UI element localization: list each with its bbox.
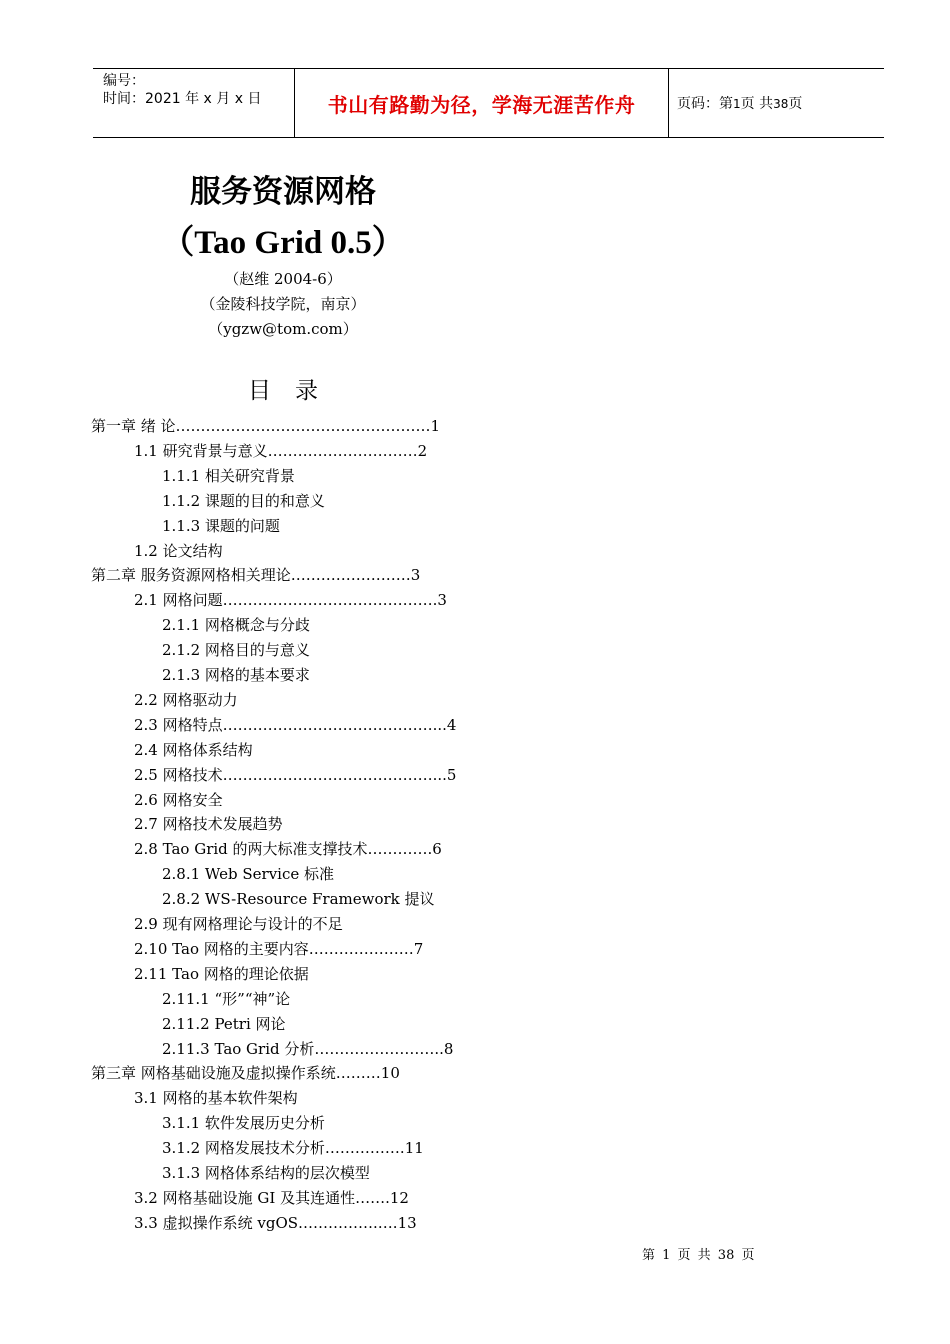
toc-entry[interactable]: 2.7 网格技术发展趋势 xyxy=(134,815,283,834)
toc-entry[interactable]: 1.1.2 课题的目的和意义 xyxy=(162,491,325,510)
document-time: 时间：2021 年 x 月 x 日 xyxy=(103,91,262,107)
toc-entry[interactable]: 2.8 Tao Grid 的两大标准支撑技术………….6 xyxy=(134,840,442,859)
page-footer: 第 1 页 共 38 页 xyxy=(642,1248,755,1263)
toc-entry[interactable]: 1.1.1 相关研究背景 xyxy=(162,466,295,485)
toc-entry[interactable]: 2.11.2 Petri 网论 xyxy=(162,1014,286,1033)
header-page-cell xyxy=(668,69,884,137)
toc-entry[interactable]: 2.11.1 “形”“神”论 xyxy=(162,989,291,1008)
affiliation-line: （金陵科技学院，南京） xyxy=(200,295,366,313)
toc-entry[interactable]: 3.1.1 软件发展历史分析 xyxy=(162,1114,325,1133)
document-subtitle: （Tao Grid 0.5） xyxy=(161,225,405,261)
toc-entry[interactable]: 3.1.2 网格发展技术分析…………….11 xyxy=(162,1139,424,1158)
toc-entry[interactable]: 2.2 网格驱动力 xyxy=(134,690,238,709)
email-line: （ygzw@tom.com） xyxy=(208,320,358,338)
toc-entry[interactable]: 2.1.2 网格目的与意义 xyxy=(162,641,310,660)
document-header xyxy=(93,68,884,138)
toc-entry[interactable]: 3.2 网格基础设施 GI 及其连通性…….12 xyxy=(134,1188,409,1207)
toc-entry[interactable]: 2.9 现有网格理论与设计的不足 xyxy=(134,915,343,933)
toc-entry[interactable]: 2.3 网格特点……………………………………...4 xyxy=(134,715,457,734)
toc-entry[interactable]: 2.6 网格安全 xyxy=(134,790,223,809)
toc-entry[interactable]: 第三章 网格基础设施及虚拟操作系统………10 xyxy=(91,1064,400,1083)
toc-entry[interactable]: 3.1.3 网格体系结构的层次模型 xyxy=(162,1164,370,1182)
toc-entry[interactable]: 2.10 Tao 网格的主要内容…………………7 xyxy=(134,939,424,958)
toc-entry[interactable]: 2.1 网格问题…………………………………….3 xyxy=(134,591,447,610)
toc-entry[interactable]: 2.4 网格体系结构 xyxy=(134,740,253,759)
toc-entry[interactable]: 2.1.1 网格概念与分歧 xyxy=(162,616,310,635)
header-meta-cell xyxy=(93,69,294,137)
header-motto-cell xyxy=(294,69,669,137)
toc-entry[interactable]: 第二章 服务资源网格相关理论……………………3 xyxy=(91,566,421,585)
toc-entry[interactable]: 1.2 论文结构 xyxy=(134,541,223,560)
toc-entry[interactable]: 3.1 网格的基本软件架构 xyxy=(134,1089,298,1108)
motto-text: 书山有路勤为径，学海无涯苦作舟 xyxy=(327,92,636,117)
page-number: 1 xyxy=(733,97,741,111)
toc-entry[interactable]: 1.1 研究背景与意义…………………………2 xyxy=(134,441,428,460)
page-total: 38 xyxy=(773,97,789,111)
toc-entry[interactable]: 2.11 Tao 网格的理论依据 xyxy=(134,964,309,983)
toc-entry[interactable]: 第一章 绪 论……………………………………………1 xyxy=(91,417,441,435)
page-prefix: 页码：第 xyxy=(677,96,733,112)
toc-entry[interactable]: 2.5 网格技术……………………………………...5 xyxy=(134,765,457,784)
header-page-info xyxy=(677,93,802,113)
page-suffix: 页 共 xyxy=(740,96,774,112)
page-end: 页 xyxy=(788,96,803,112)
toc-entry[interactable]: 2.8.2 WS-Resource Framework 提议 xyxy=(162,890,435,909)
toc-entry[interactable]: 2.11.3 Tao Grid 分析……………………..8 xyxy=(162,1039,454,1058)
toc-entry[interactable]: 2.8.1 Web Service 标准 xyxy=(162,865,335,884)
document-number-label: 编号： xyxy=(103,73,145,89)
toc-entry[interactable]: 3.3 虚拟操作系统 vgOS…………….….13 xyxy=(134,1213,417,1232)
toc-entry[interactable]: 2.1.3 网格的基本要求 xyxy=(162,666,310,684)
document-title: 服务资源网格 xyxy=(190,174,376,210)
author-line: （赵维 2004-6） xyxy=(224,270,342,288)
toc-entry[interactable]: 1.1.3 课题的问题 xyxy=(162,516,280,535)
toc-heading: 目录 xyxy=(248,378,342,404)
